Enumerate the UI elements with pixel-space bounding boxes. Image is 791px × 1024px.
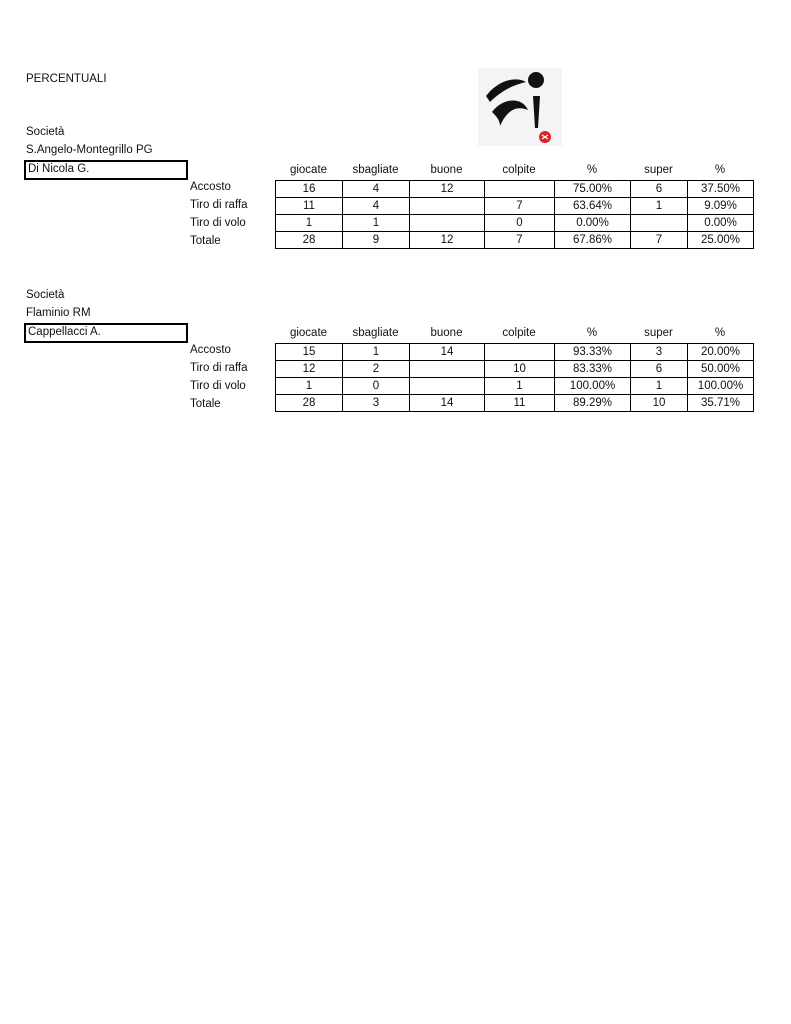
cell: 28 <box>276 232 343 249</box>
table-row-total <box>276 232 754 249</box>
cell: 100.00% <box>688 378 754 395</box>
cell: 63.64% <box>555 198 631 215</box>
cell: 83.33% <box>555 361 631 378</box>
cell: 12 <box>410 181 485 198</box>
row-label: Tiro di raffa <box>190 199 248 211</box>
column-header: sbagliate <box>352 327 399 339</box>
table-row <box>276 378 754 395</box>
page-title: PERCENTUALI <box>26 73 107 85</box>
stats-table <box>275 180 754 249</box>
column-header: giocate <box>289 327 328 339</box>
cell: 10 <box>485 361 555 378</box>
cell: 28 <box>276 395 343 412</box>
cell: 67.86% <box>555 232 631 249</box>
cell: 10 <box>631 395 688 412</box>
row-label: Tiro di raffa <box>190 362 248 374</box>
cell: 0.00% <box>688 215 754 232</box>
cell: 89.29% <box>555 395 631 412</box>
cell: 37.50% <box>688 181 754 198</box>
column-header: sbagliate <box>352 164 399 176</box>
cell: 3 <box>343 395 410 412</box>
cell: 7 <box>631 232 688 249</box>
cell <box>485 344 555 361</box>
cell <box>410 361 485 378</box>
cell: 12 <box>276 361 343 378</box>
cell: 1 <box>343 215 410 232</box>
societa-label: Società <box>26 126 65 138</box>
column-header: giocate <box>289 164 328 176</box>
cell <box>410 215 485 232</box>
table-row <box>276 215 754 232</box>
cell: 7 <box>485 198 555 215</box>
cell: 25.00% <box>688 232 754 249</box>
cell: 50.00% <box>688 361 754 378</box>
cell: 1 <box>276 215 343 232</box>
cell <box>485 181 555 198</box>
cell: 11 <box>276 198 343 215</box>
row-label: Tiro di volo <box>190 380 246 392</box>
cell: 1 <box>631 378 688 395</box>
table-row <box>276 181 754 198</box>
cell: 14 <box>410 344 485 361</box>
column-header: colpite <box>502 164 536 176</box>
cell: 11 <box>485 395 555 412</box>
cell: 9.09% <box>688 198 754 215</box>
logo <box>478 68 562 146</box>
societa-name: Flaminio RM <box>26 307 91 319</box>
cell: 14 <box>410 395 485 412</box>
cell: 20.00% <box>688 344 754 361</box>
cell: 7 <box>485 232 555 249</box>
row-label: Accosto <box>190 344 231 356</box>
cell <box>631 215 688 232</box>
cell: 15 <box>276 344 343 361</box>
cell: 4 <box>343 181 410 198</box>
column-header: % <box>586 164 598 176</box>
bocce-player-icon <box>478 68 562 146</box>
cell: 16 <box>276 181 343 198</box>
cell: 100.00% <box>555 378 631 395</box>
player-name: Di Nicola G. <box>28 163 90 175</box>
cell: 0 <box>485 215 555 232</box>
table-row-total <box>276 395 754 412</box>
table-row <box>276 361 754 378</box>
cell: 1 <box>276 378 343 395</box>
cell <box>410 378 485 395</box>
cell: 0 <box>343 378 410 395</box>
column-header: super <box>644 327 673 339</box>
column-header: % <box>714 327 726 339</box>
cell: 6 <box>631 181 688 198</box>
table-row <box>276 344 754 361</box>
row-label: Accosto <box>190 181 231 193</box>
cell: 2 <box>343 361 410 378</box>
column-header: buone <box>430 164 463 176</box>
cell <box>410 198 485 215</box>
column-header: % <box>586 327 598 339</box>
player-name-cell <box>24 160 188 180</box>
row-label: Totale <box>190 398 221 410</box>
column-header: % <box>714 164 726 176</box>
cell: 75.00% <box>555 181 631 198</box>
cell: 6 <box>631 361 688 378</box>
cell: 4 <box>343 198 410 215</box>
player-name: Cappellacci A. <box>28 326 101 338</box>
cell: 93.33% <box>555 344 631 361</box>
societa-label: Società <box>26 289 65 301</box>
cell: 1 <box>343 344 410 361</box>
cell: 12 <box>410 232 485 249</box>
cell: 9 <box>343 232 410 249</box>
societa-name: S.Angelo-Montegrillo PG <box>26 144 153 156</box>
row-label: Totale <box>190 235 221 247</box>
cell: 1 <box>631 198 688 215</box>
column-header: buone <box>430 327 463 339</box>
column-header: super <box>644 164 673 176</box>
row-label: Tiro di volo <box>190 217 246 229</box>
table-row <box>276 198 754 215</box>
column-header: colpite <box>502 327 536 339</box>
stats-table <box>275 343 754 412</box>
cell: 1 <box>485 378 555 395</box>
cell: 35.71% <box>688 395 754 412</box>
cell: 3 <box>631 344 688 361</box>
cell: 0.00% <box>555 215 631 232</box>
player-name-cell <box>24 323 188 343</box>
